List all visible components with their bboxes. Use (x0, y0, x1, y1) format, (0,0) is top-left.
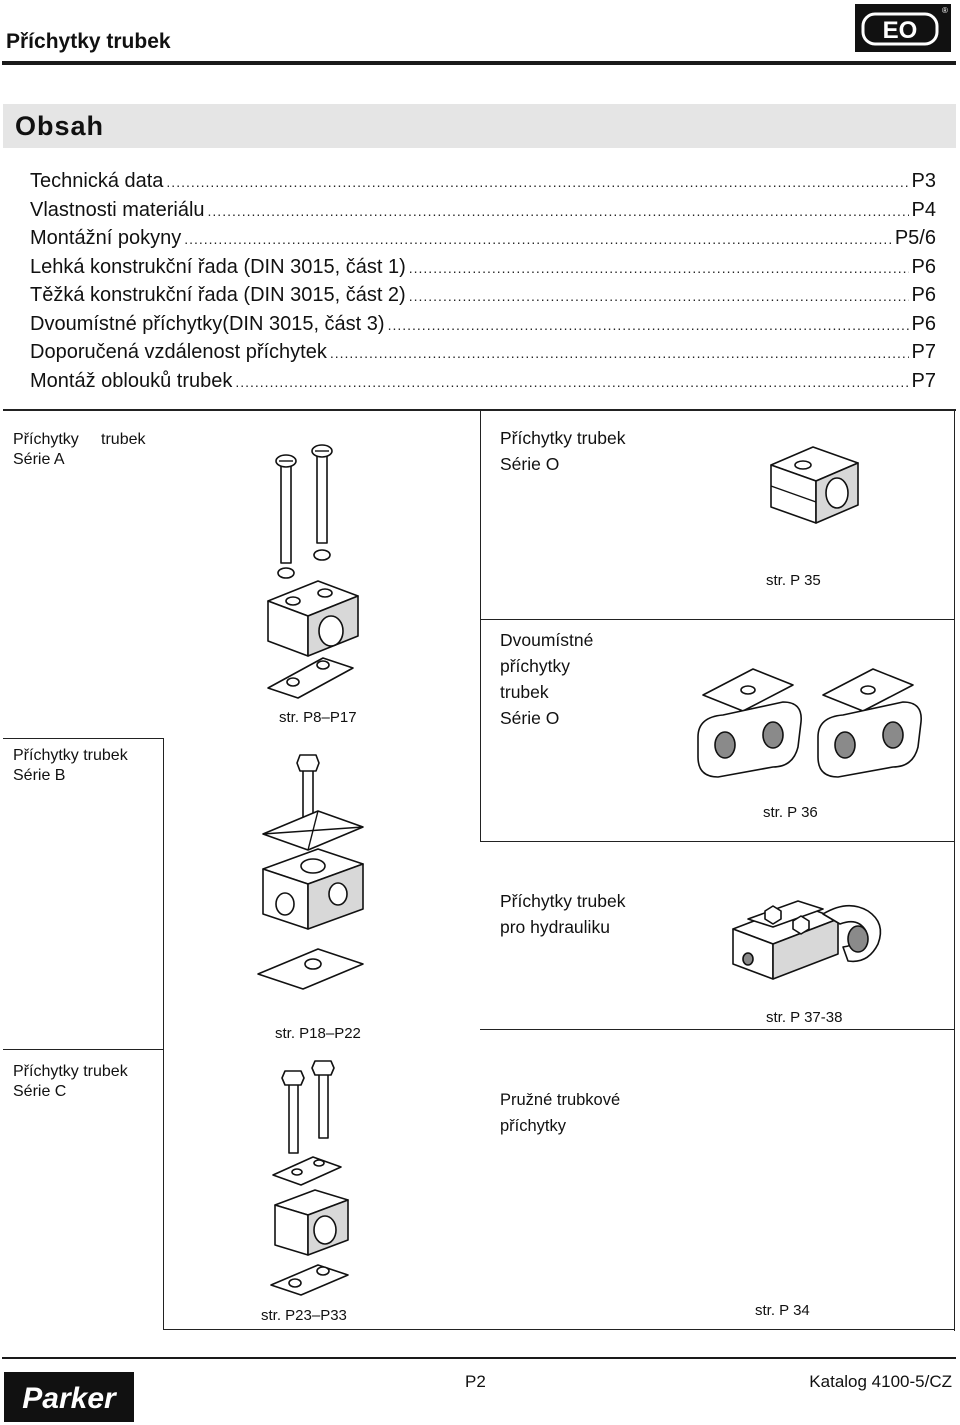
registered-mark: ® (942, 6, 948, 15)
grid-line-left-h2 (3, 1049, 163, 1050)
product-pages: str. P23–P33 (261, 1307, 347, 1324)
toc-entry[interactable] (30, 170, 936, 199)
product-name-line: pro hydrauliku (500, 917, 610, 937)
toc-leader (409, 260, 909, 276)
toc-entry-page: P6 (911, 255, 936, 278)
product-pages: str. P 37-38 (766, 1009, 843, 1026)
toc-entry-page: P3 (911, 170, 936, 192)
product-series: Série B (13, 767, 66, 784)
serie-a-clamp-illustration (263, 441, 363, 701)
product-series: Série O (500, 454, 560, 474)
product-name-word: Příchytky (13, 431, 79, 448)
product-name: Příchytky trubek (500, 428, 626, 448)
product-series: Série O (500, 708, 560, 728)
toc-entry-page: P5/6 (894, 227, 936, 249)
grid-line-right (954, 409, 955, 1331)
product-pages: str. P8–P17 (279, 709, 357, 726)
product-caption (13, 1062, 128, 1102)
product-series: Série A (13, 451, 65, 468)
product-caption (500, 627, 593, 731)
toc-entry-page: P7 (911, 369, 936, 392)
toc-entry[interactable] (30, 284, 936, 313)
product-name-line: Dvoumístné (500, 630, 594, 650)
header-rule (2, 61, 956, 65)
toc-leader (330, 345, 909, 361)
catalog-reference: Katalog 4100-5/CZ (809, 1372, 952, 1391)
product-caption (13, 746, 128, 786)
toc-leader (235, 374, 908, 390)
toc-entry[interactable] (30, 199, 936, 228)
footer-rule (2, 1357, 956, 1359)
grid-line-left-col (163, 738, 164, 1330)
toc-entry-page: P6 (911, 312, 936, 335)
grid-line-mid (480, 409, 481, 841)
serie-c-clamp-illustration (263, 1055, 363, 1305)
product-name-line: trubek (500, 682, 549, 702)
toc-entry-page: P7 (911, 341, 936, 363)
toc-entry-label: Vlastnosti materiálu (30, 198, 205, 221)
product-caption (500, 888, 625, 940)
serie-o-clamp-illustration (763, 435, 873, 535)
toc-entry[interactable] (30, 341, 936, 370)
toc-entry-label: Těžká konstrukční řada (DIN 3015, část 2) (30, 284, 406, 306)
grid-line-right-h2 (480, 841, 955, 842)
toc-leader (208, 203, 909, 219)
dual-clamp-illustration-2 (813, 657, 923, 787)
grid-line-right-h1 (480, 619, 955, 620)
product-name: Příchytky trubek (13, 1063, 128, 1080)
product-caption (13, 430, 146, 470)
product-series: Série C (13, 1083, 67, 1100)
toc-entry[interactable] (30, 313, 936, 342)
dual-clamp-illustration-1 (693, 657, 803, 787)
toc-entry[interactable] (30, 256, 936, 285)
contents-heading-band (3, 104, 956, 148)
product-name: Pružné trubkové (500, 1091, 621, 1109)
grid-line-left-h1 (3, 738, 163, 739)
product-caption (500, 425, 625, 477)
toc-leader (166, 174, 908, 190)
header-title: Příchytky trubek (6, 30, 171, 53)
toc-leader (184, 231, 892, 247)
product-pages: str. P 36 (763, 804, 818, 821)
product-pages: str. P 35 (766, 572, 821, 589)
grid-line-right-h3 (480, 1029, 955, 1030)
hydraulic-clamp-illustration (728, 889, 898, 989)
toc-leader (388, 317, 909, 333)
product-name-line: příchytky (500, 656, 571, 676)
toc-entry-label: Dvoumístné příchytky(DIN 3015, část 3) (30, 312, 385, 335)
product-grid (3, 409, 956, 1331)
product-name: Příchytky trubek (500, 891, 626, 911)
toc-entry[interactable] (30, 370, 936, 399)
toc-entry-label: Lehká konstrukční řada (DIN 3015, část 1) (30, 255, 406, 278)
toc-entry[interactable] (30, 227, 936, 256)
page-number: P2 (465, 1372, 486, 1391)
grid-line-bottom (163, 1329, 955, 1330)
parker-logo-text: Parker (22, 1382, 116, 1415)
table-of-contents (30, 170, 936, 398)
serie-b-clamp-illustration (253, 749, 373, 1009)
toc-entry-page: P6 (911, 284, 936, 306)
toc-entry-label: Montážní pokyny (30, 227, 182, 249)
product-caption (500, 1087, 620, 1139)
toc-leader (409, 288, 909, 304)
product-name: Příchytky trubek (13, 747, 128, 764)
toc-entry-label: Technická data (30, 170, 164, 192)
product-name-line: příchytky (500, 1117, 567, 1135)
product-pages: str. P18–P22 (275, 1025, 361, 1042)
toc-entry-page: P4 (911, 198, 936, 221)
parker-logo (4, 1372, 134, 1422)
product-pages: str. P 34 (755, 1302, 810, 1319)
eo-logo (855, 4, 951, 52)
toc-entry-label: Montáž oblouků trubek (30, 369, 233, 392)
contents-heading: Obsah (15, 111, 105, 141)
eo-logo-text: EO (882, 17, 918, 44)
toc-entry-label: Doporučená vzdálenost příchytek (30, 341, 327, 363)
product-name-word: trubek (101, 431, 146, 448)
